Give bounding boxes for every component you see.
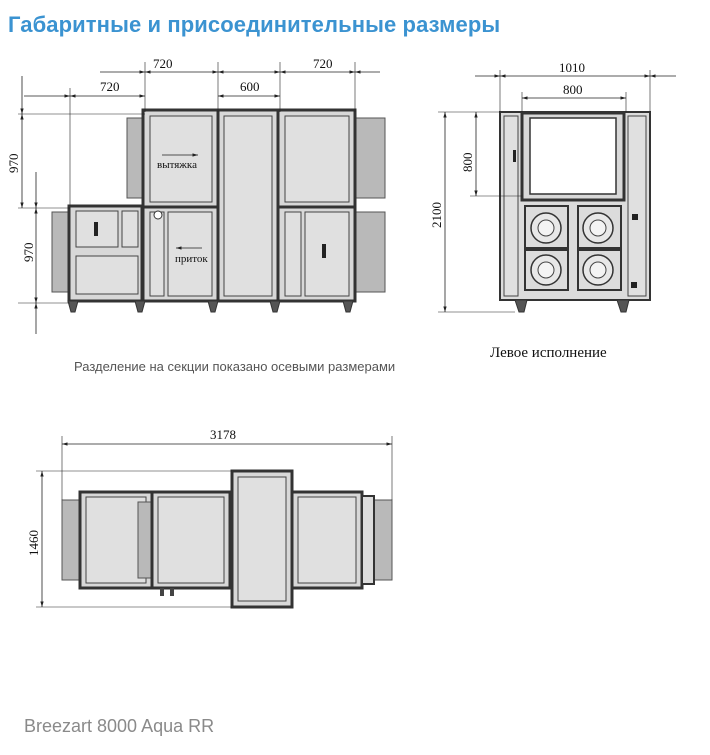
page-title: Габаритные и присоединительные размеры xyxy=(8,12,501,37)
leg xyxy=(617,300,629,312)
lower-right-panel-left xyxy=(285,212,301,296)
dim-second-middle: 600 xyxy=(240,79,260,94)
front-view xyxy=(6,56,385,334)
top-panel-1 xyxy=(86,497,146,583)
handle xyxy=(513,150,516,162)
top-flange xyxy=(362,496,374,584)
leg xyxy=(208,301,218,312)
side-opening xyxy=(530,118,616,194)
duct-top-left xyxy=(62,500,80,580)
central-panel xyxy=(224,116,272,296)
side-panel-right xyxy=(628,116,646,296)
dim-vert-upper: 970 xyxy=(6,153,21,173)
handle xyxy=(632,214,638,220)
handle xyxy=(322,244,326,258)
lower-mid-panel-left xyxy=(150,212,164,296)
top-view xyxy=(26,427,392,607)
handle xyxy=(631,282,637,288)
fitting-icon xyxy=(154,211,162,219)
duct-right-lower xyxy=(355,212,385,292)
left-lower-panel-small xyxy=(122,211,138,247)
sections-note: Разделение на секции показано осевыми размерами xyxy=(74,359,396,374)
leg xyxy=(68,301,78,312)
pipe-stub xyxy=(170,588,174,596)
top-panel-3 xyxy=(298,497,356,583)
leg xyxy=(270,301,280,312)
left-lower-panel-bottom xyxy=(76,256,138,294)
version-caption: Левое исполнение xyxy=(490,345,607,361)
lower-right-panel-right xyxy=(305,212,349,296)
top-panel-2 xyxy=(158,497,224,583)
side-view xyxy=(429,60,676,312)
dim-height-total: 2100 xyxy=(429,202,444,228)
dim-vert-lower: 970 xyxy=(21,242,36,262)
duct-right-upper xyxy=(355,118,385,198)
leg xyxy=(135,301,145,312)
dim-second-left: 720 xyxy=(100,79,120,94)
exhaust-label: вытяжка xyxy=(157,159,197,171)
dim-width-total: 1010 xyxy=(559,60,585,75)
leg xyxy=(343,301,353,312)
handle xyxy=(94,222,98,236)
dim-top-left: 720 xyxy=(153,56,173,71)
top-central-panel xyxy=(238,477,286,601)
dim-width: 1460 xyxy=(26,530,41,556)
dim-height-opening: 800 xyxy=(460,152,475,172)
model-name: Breezart 8000 Aqua RR xyxy=(24,716,215,736)
dim-top-right: 720 xyxy=(313,56,333,71)
pipe-stub xyxy=(160,588,164,596)
side-panel-left xyxy=(504,116,518,296)
upper-right-panel xyxy=(285,116,349,202)
leg xyxy=(515,300,527,312)
supply-label: приток xyxy=(175,253,208,265)
dim-width-inner: 800 xyxy=(563,82,583,97)
dim-length: 3178 xyxy=(210,427,236,442)
